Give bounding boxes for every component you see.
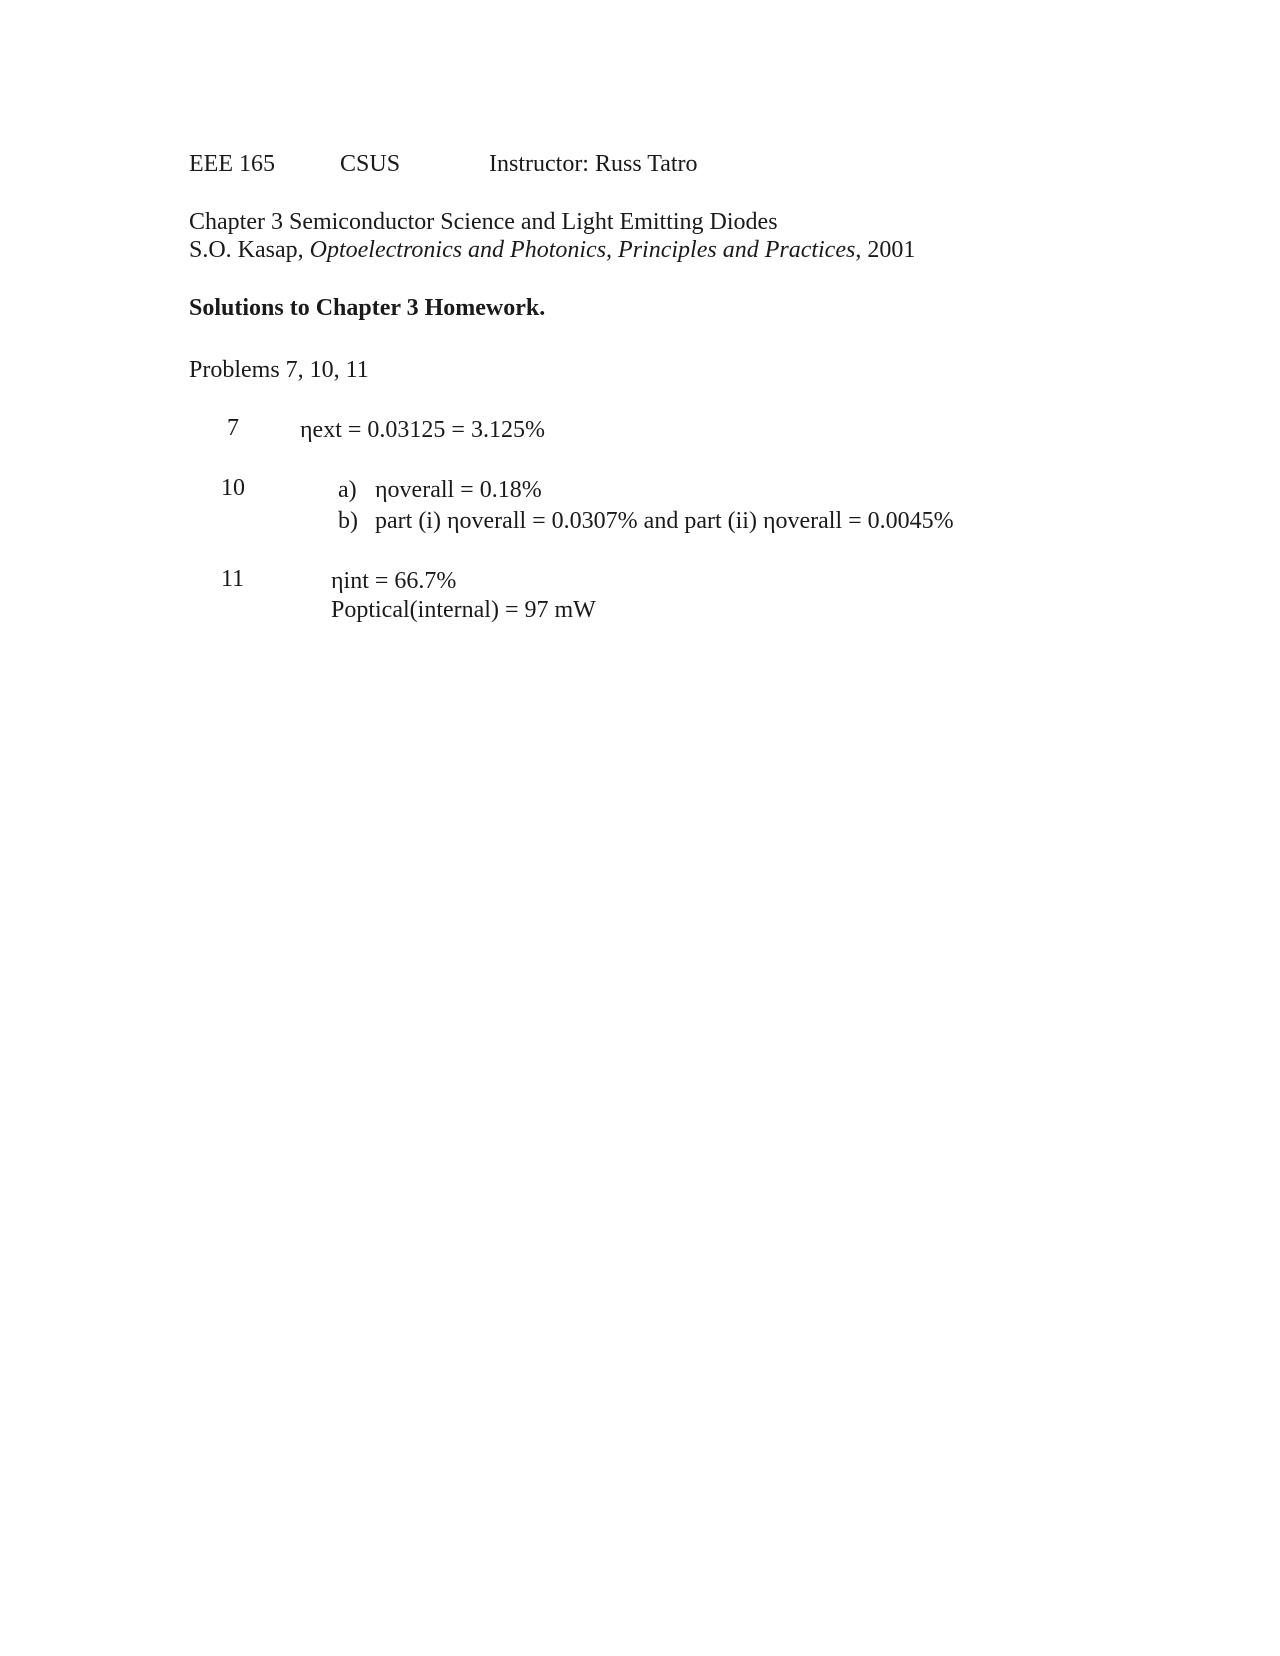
problem-number-7: 7 [227,415,239,441]
problem-11-answer-1: ηint = 66.7% [331,568,457,594]
problem-10b-answer: part (i) ηoverall = 0.0307% and part (ii) ηoverall = 0.0045% [375,508,954,534]
school-name: CSUS [340,151,401,177]
instructor-name: Instructor: Russ Tatro [489,151,698,177]
course-code: EEE 165 [189,151,275,177]
problem-10b-marker: b) [338,508,358,534]
author-name: S.O. Kasap, [189,237,310,263]
problem-10a-marker: a) [338,477,357,503]
publication-year: , 2001 [855,237,916,263]
problem-number-10: 10 [221,475,245,501]
problem-number-11: 11 [221,566,245,592]
solutions-heading: Solutions to Chapter 3 Homework. [189,295,546,321]
problem-10a-answer: ηoverall = 0.18% [375,477,542,503]
textbook-citation [189,236,915,265]
problems-list: Problems 7, 10, 11 [189,357,369,383]
chapter-title: Chapter 3 Semiconductor Science and Light Emitting Diodes [189,209,778,235]
book-title: Optoelectronics and Photonics, Principles and Practices [309,237,856,263]
problem-11-answer-2: Poptical(internal) = 97 mW [331,597,596,623]
problem-7-answer: ηext = 0.03125 = 3.125% [300,417,545,443]
